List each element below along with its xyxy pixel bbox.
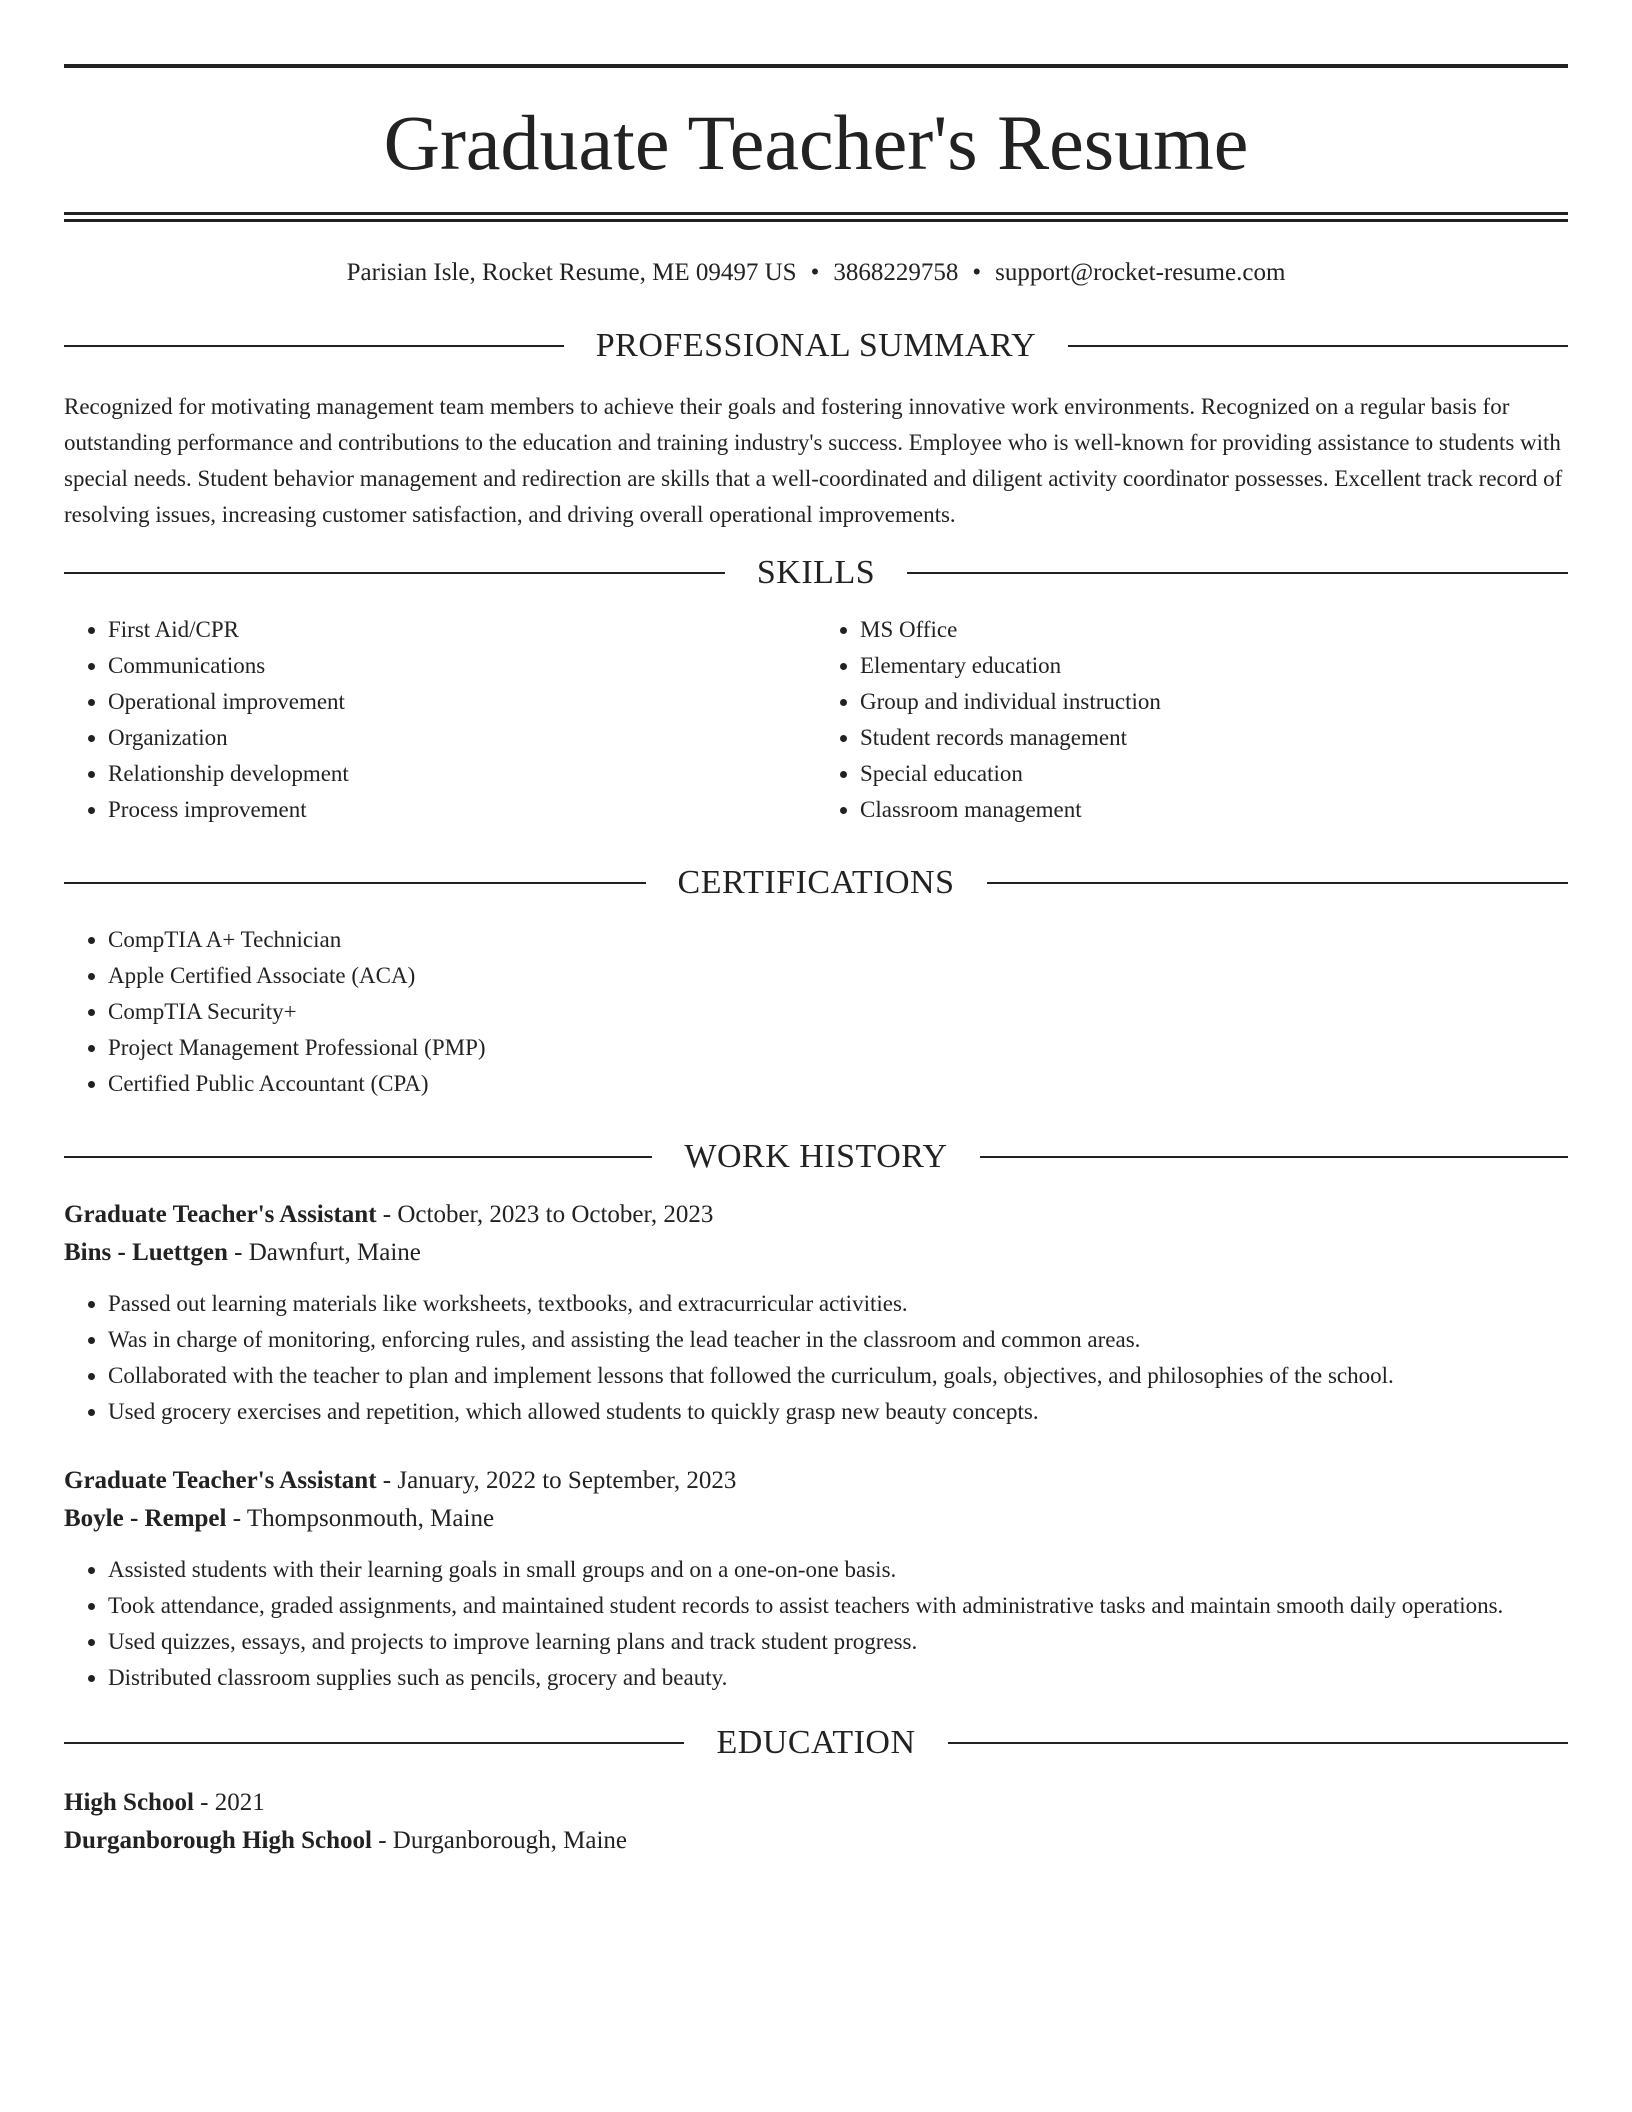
job-bullets xyxy=(64,1552,1568,1696)
certification-item: • CompTIA A+ Technician xyxy=(108,922,1568,958)
divider-line xyxy=(64,345,564,347)
education-heading xyxy=(64,1726,1568,1760)
divider-line xyxy=(987,882,1569,884)
divider-line xyxy=(64,572,725,574)
skill-item: • Operational improvement xyxy=(108,684,816,720)
skills-grid xyxy=(64,612,1568,828)
skills-column-right xyxy=(816,612,1568,828)
contact-separator: • xyxy=(810,259,820,286)
job-location: - Thompsonmouth, Maine xyxy=(226,1505,495,1532)
job-title-line xyxy=(64,1196,1568,1234)
skill-item: • Group and individual instruction xyxy=(860,684,1568,720)
certification-item: • Apple Certified Associate (ACA) xyxy=(108,958,1568,994)
job-title: Graduate Teacher's Assistant xyxy=(64,1467,377,1494)
contact-phone[interactable]: 3868229758 xyxy=(833,259,959,286)
job-dates: - January, 2022 to September, 2023 xyxy=(376,1467,737,1494)
education-school: Durganborough High School xyxy=(64,1827,372,1854)
education-school-line xyxy=(64,1822,1568,1860)
skill-item: • Process improvement xyxy=(108,792,816,828)
skill-item: • First Aid/CPR xyxy=(108,612,816,648)
job-bullet: • Used grocery exercises and repetition, which allowed students to quickly grasp new beauty concepts. xyxy=(108,1394,1568,1430)
certification-item: • Project Management Professional (PMP) xyxy=(108,1030,1568,1066)
job-location: - Dawnfurt, Maine xyxy=(227,1239,421,1266)
resume-title: Graduate Teacher's Resume xyxy=(383,99,1249,186)
divider-line xyxy=(1068,345,1568,347)
job-entry xyxy=(64,1196,1568,1430)
skills-heading xyxy=(64,556,1568,590)
job-bullet: • Took attendance, graded assignments, and maintained student records to assist teachers with administrative tasks and maintain smooth daily operations. xyxy=(108,1588,1568,1624)
education-degree-line xyxy=(64,1784,1568,1822)
skill-item: • Special education xyxy=(860,756,1568,792)
job-entry xyxy=(64,1462,1568,1696)
summary-heading xyxy=(64,329,1568,363)
divider-line xyxy=(907,572,1568,574)
education-location: - Durganborough, Maine xyxy=(371,1827,628,1854)
job-bullet: • Assisted students with their learning goals in small groups and on a one-on-one basis. xyxy=(108,1552,1568,1588)
certifications-bullets xyxy=(64,922,1568,1102)
job-company-line xyxy=(64,1500,1568,1538)
skill-item: • Classroom management xyxy=(860,792,1568,828)
education-entry xyxy=(64,1784,1568,1860)
skills-column-left xyxy=(64,612,816,828)
contact-address: Parisian Isle, Rocket Resume, ME 09497 US xyxy=(346,259,797,286)
divider-line xyxy=(64,1156,652,1158)
job-bullet: • Passed out learning materials like worksheets, textbooks, and extracurricular activities. xyxy=(108,1286,1568,1322)
skill-item: • MS Office xyxy=(860,612,1568,648)
certification-item: • CompTIA Security+ xyxy=(108,994,1568,1030)
work-history-heading-label: WORK HISTORY xyxy=(684,1138,948,1175)
job-title-line xyxy=(64,1462,1568,1500)
skill-item: • Student records management xyxy=(860,720,1568,756)
job-bullets xyxy=(64,1286,1568,1430)
education-heading-label: EDUCATION xyxy=(716,1724,916,1761)
certification-item: • Certified Public Accountant (CPA) xyxy=(108,1066,1568,1102)
certifications-heading xyxy=(64,866,1568,900)
skill-item: • Elementary education xyxy=(860,648,1568,684)
job-bullet: • Was in charge of monitoring, enforcing rules, and assisting the lead teacher in the classroom and common areas. xyxy=(108,1322,1568,1358)
certifications-list xyxy=(64,922,1568,1102)
job-bullet: • Distributed classroom supplies such as pencils, grocery and beauty. xyxy=(108,1660,1568,1696)
skills-heading-label: SKILLS xyxy=(756,554,876,591)
skill-item: • Relationship development xyxy=(108,756,816,792)
divider-line xyxy=(64,882,646,884)
skill-item: • Communications xyxy=(108,648,816,684)
job-bullet: • Collaborated with the teacher to plan and implement lessons that followed the curriculum, goals, objectives, and philosophies of the school. xyxy=(108,1358,1568,1394)
education-degree: High School xyxy=(64,1789,194,1816)
job-bullet: • Used quizzes, essays, and projects to improve learning plans and track student progress. xyxy=(108,1624,1568,1660)
summary-text: Recognized for motivating management team members to achieve their goals and fostering innovative work environments. Recognized on a regular basis for outstanding performance and contributions to the education and training industry's success. Employee who is well-known for providing assistance to students with special needs. Student behavior management and redirection are skills that a well-coordinated and diligent activity coordinator possesses. Excellent track record of resolving issues, increasing customer satisfaction, and driving overall operational improvements. xyxy=(64,394,1563,527)
divider-line xyxy=(980,1156,1568,1158)
contact-line xyxy=(64,260,1568,285)
education-year: - 2021 xyxy=(193,1789,265,1816)
divider-line xyxy=(948,1742,1568,1744)
work-history-heading xyxy=(64,1140,1568,1174)
skill-item: • Organization xyxy=(108,720,816,756)
top-rule xyxy=(64,64,1568,68)
certifications-heading-label: CERTIFICATIONS xyxy=(677,864,955,901)
title-double-rule xyxy=(64,212,1568,222)
skills-list-left xyxy=(64,612,816,828)
job-company: Bins - Luettgen xyxy=(64,1239,228,1266)
skills-list-right xyxy=(816,612,1568,828)
contact-separator: • xyxy=(972,259,982,286)
job-company-line xyxy=(64,1234,1568,1272)
contact-email[interactable]: support@rocket-resume.com xyxy=(995,259,1286,286)
job-title: Graduate Teacher's Assistant xyxy=(64,1201,377,1228)
job-dates: - October, 2023 to October, 2023 xyxy=(376,1201,714,1228)
job-company: Boyle - Rempel xyxy=(64,1505,227,1532)
summary-heading-label: PROFESSIONAL SUMMARY xyxy=(595,327,1037,364)
divider-line xyxy=(64,1742,684,1744)
